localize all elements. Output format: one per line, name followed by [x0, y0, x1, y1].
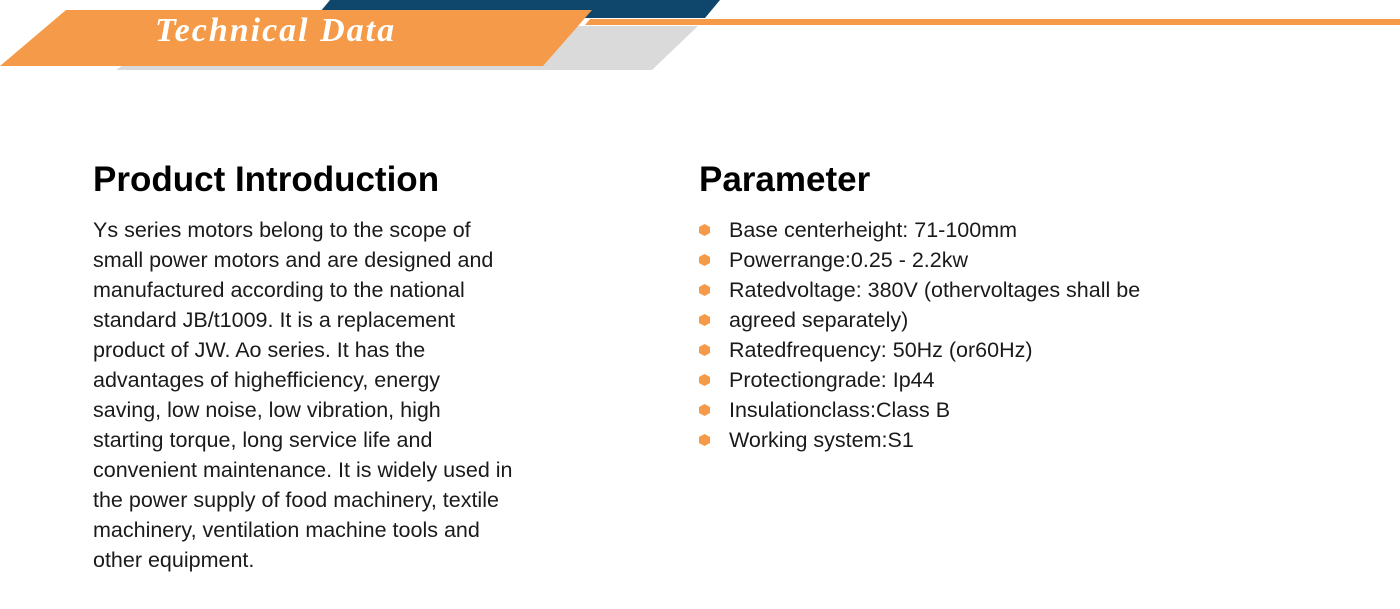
intro-line: manufactured according to the national [93, 278, 465, 302]
parameter-item [699, 245, 1319, 275]
parameter-list [699, 215, 1319, 455]
banner-title: Technical Data [155, 12, 397, 49]
parameter-heading: Parameter [699, 160, 871, 199]
parameter-item-text: Working system:S1 [729, 428, 914, 452]
intro-line: small power motors and are designed and [93, 248, 494, 272]
intro-line: Ys series motors belong to the scope of [93, 218, 471, 242]
parameter-item [699, 305, 1319, 335]
hexagon-bullet-icon [699, 254, 710, 266]
product-introduction-section [93, 158, 573, 575]
parameter-item [699, 395, 1319, 425]
hexagon-bullet-icon [699, 314, 710, 326]
intro-line: product of JW. Ao series. It has the [93, 338, 426, 362]
parameter-item-text: Insulationclass:Class B [729, 398, 951, 422]
intro-line: the power supply of food machinery, textile [93, 488, 499, 512]
parameter-item-text: Base centerheight: 71-100mm [729, 218, 1018, 242]
parameter-item [699, 425, 1319, 455]
hexagon-bullet-icon [699, 404, 710, 416]
parameter-item [699, 335, 1319, 365]
intro-line: standard JB/t1009. It is a replacement [93, 308, 456, 332]
intro-line: other equipment. [93, 548, 255, 572]
technical-data-banner [0, 0, 1400, 75]
product-introduction-text [93, 215, 573, 575]
parameter-item [699, 215, 1319, 245]
hexagon-bullet-icon [699, 284, 710, 296]
parameter-item-text: Ratedfrequency: 50Hz (or60Hz) [729, 338, 1033, 362]
intro-line: advantages of highefficiency, energy [93, 368, 441, 392]
banner-orange-line [585, 19, 1400, 25]
parameter-item-text: Ratedvoltage: 380V (othervoltages shall be [729, 278, 1141, 302]
intro-line: starting torque, long service life and [93, 428, 433, 452]
parameter-section [699, 158, 1319, 455]
hexagon-bullet-icon [699, 224, 710, 236]
parameter-item [699, 275, 1319, 305]
intro-line: machinery, ventilation machine tools and [93, 518, 480, 542]
intro-line: convenient maintenance. It is widely used in [93, 458, 513, 482]
product-introduction-heading: Product Introduction [93, 160, 440, 199]
parameter-item-text: agreed separately) [729, 308, 909, 332]
parameter-item-text: Protectiongrade: Ip44 [729, 368, 935, 392]
parameter-item-text: Powerrange:0.25 - 2.2kw [729, 248, 969, 272]
parameter-item [699, 365, 1319, 395]
hexagon-bullet-icon [699, 374, 710, 386]
intro-line: saving, low noise, low vibration, high [93, 398, 441, 422]
hexagon-bullet-icon [699, 434, 710, 446]
hexagon-bullet-icon [699, 344, 710, 356]
